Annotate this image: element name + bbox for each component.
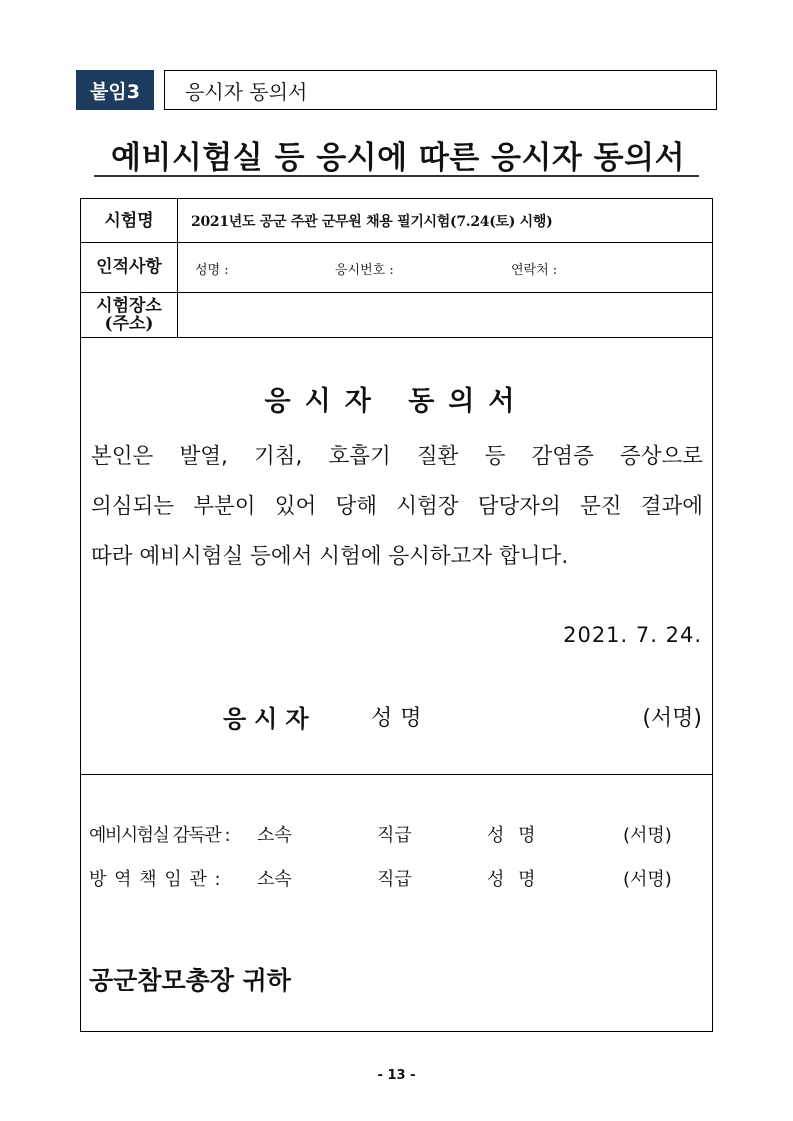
page-number: - 13 - xyxy=(377,1068,416,1083)
exam-name-value: 2021년도 공군 주관 군무원 채용 필기시험(7.24(토) 시행) xyxy=(191,213,553,230)
consent-body-line-3: 따라 예비시험실 등에서 시험에 응시하고자 합니다. xyxy=(91,544,569,569)
official-rank: 직급 xyxy=(377,869,412,890)
venue-label-line2: (주소) xyxy=(104,313,154,334)
consent-heading: 응시자 동의서 xyxy=(264,386,529,417)
contact-field-label: 연락처 : xyxy=(511,263,558,278)
applicant-label: 응시자 xyxy=(223,705,317,733)
official-name: 성 명 xyxy=(487,825,540,846)
official-row-supervisor xyxy=(89,821,701,849)
document-title: 예비시험실 등 응시에 따른 응시자 동의서 xyxy=(110,140,686,176)
official-role: 예비시험실 감독관 : xyxy=(89,825,230,846)
official-affiliation: 소속 xyxy=(257,825,292,846)
applicant-signature-label: (서명) xyxy=(642,706,702,731)
consent-body-line-1: 본인은 발열, 기침, 호흡기 질환 등 감염증 증상으로 xyxy=(91,444,703,469)
title-underline xyxy=(94,175,699,177)
addressee: 공군참모총장 귀하 xyxy=(89,966,291,995)
applicant-name-label: 성명 xyxy=(371,706,430,731)
exam-number-field-label: 응시번호 : xyxy=(335,263,394,278)
official-signature: (서명) xyxy=(623,869,672,890)
venue-label-line1: 시험장소 xyxy=(96,295,162,316)
consent-date: 2021. 7. 24. xyxy=(563,623,702,647)
official-role: 방 역 책 임 관 : xyxy=(89,869,222,890)
consent-form xyxy=(80,198,713,1032)
official-name: 성 명 xyxy=(487,869,540,890)
official-signature: (서명) xyxy=(623,825,672,846)
section-divider xyxy=(81,774,712,775)
label-column-divider xyxy=(177,199,178,337)
annex-badge: 붙임3 xyxy=(76,70,154,110)
official-rank: 직급 xyxy=(377,825,412,846)
name-field-label: 성명 : xyxy=(195,263,229,278)
venue-label xyxy=(81,292,177,337)
annex-title-box xyxy=(164,70,717,110)
personal-info-label: 인적사항 xyxy=(96,257,162,277)
row-divider xyxy=(81,337,712,338)
consent-body-line-2: 의심되는 부분이 있어 당해 시험장 담당자의 문진 결과에 xyxy=(91,494,703,519)
exam-name-label: 시험명 xyxy=(104,210,154,231)
official-affiliation: 소속 xyxy=(257,869,292,890)
official-row-quarantine xyxy=(89,865,701,893)
annex-title: 응시자 동의서 xyxy=(185,79,308,104)
